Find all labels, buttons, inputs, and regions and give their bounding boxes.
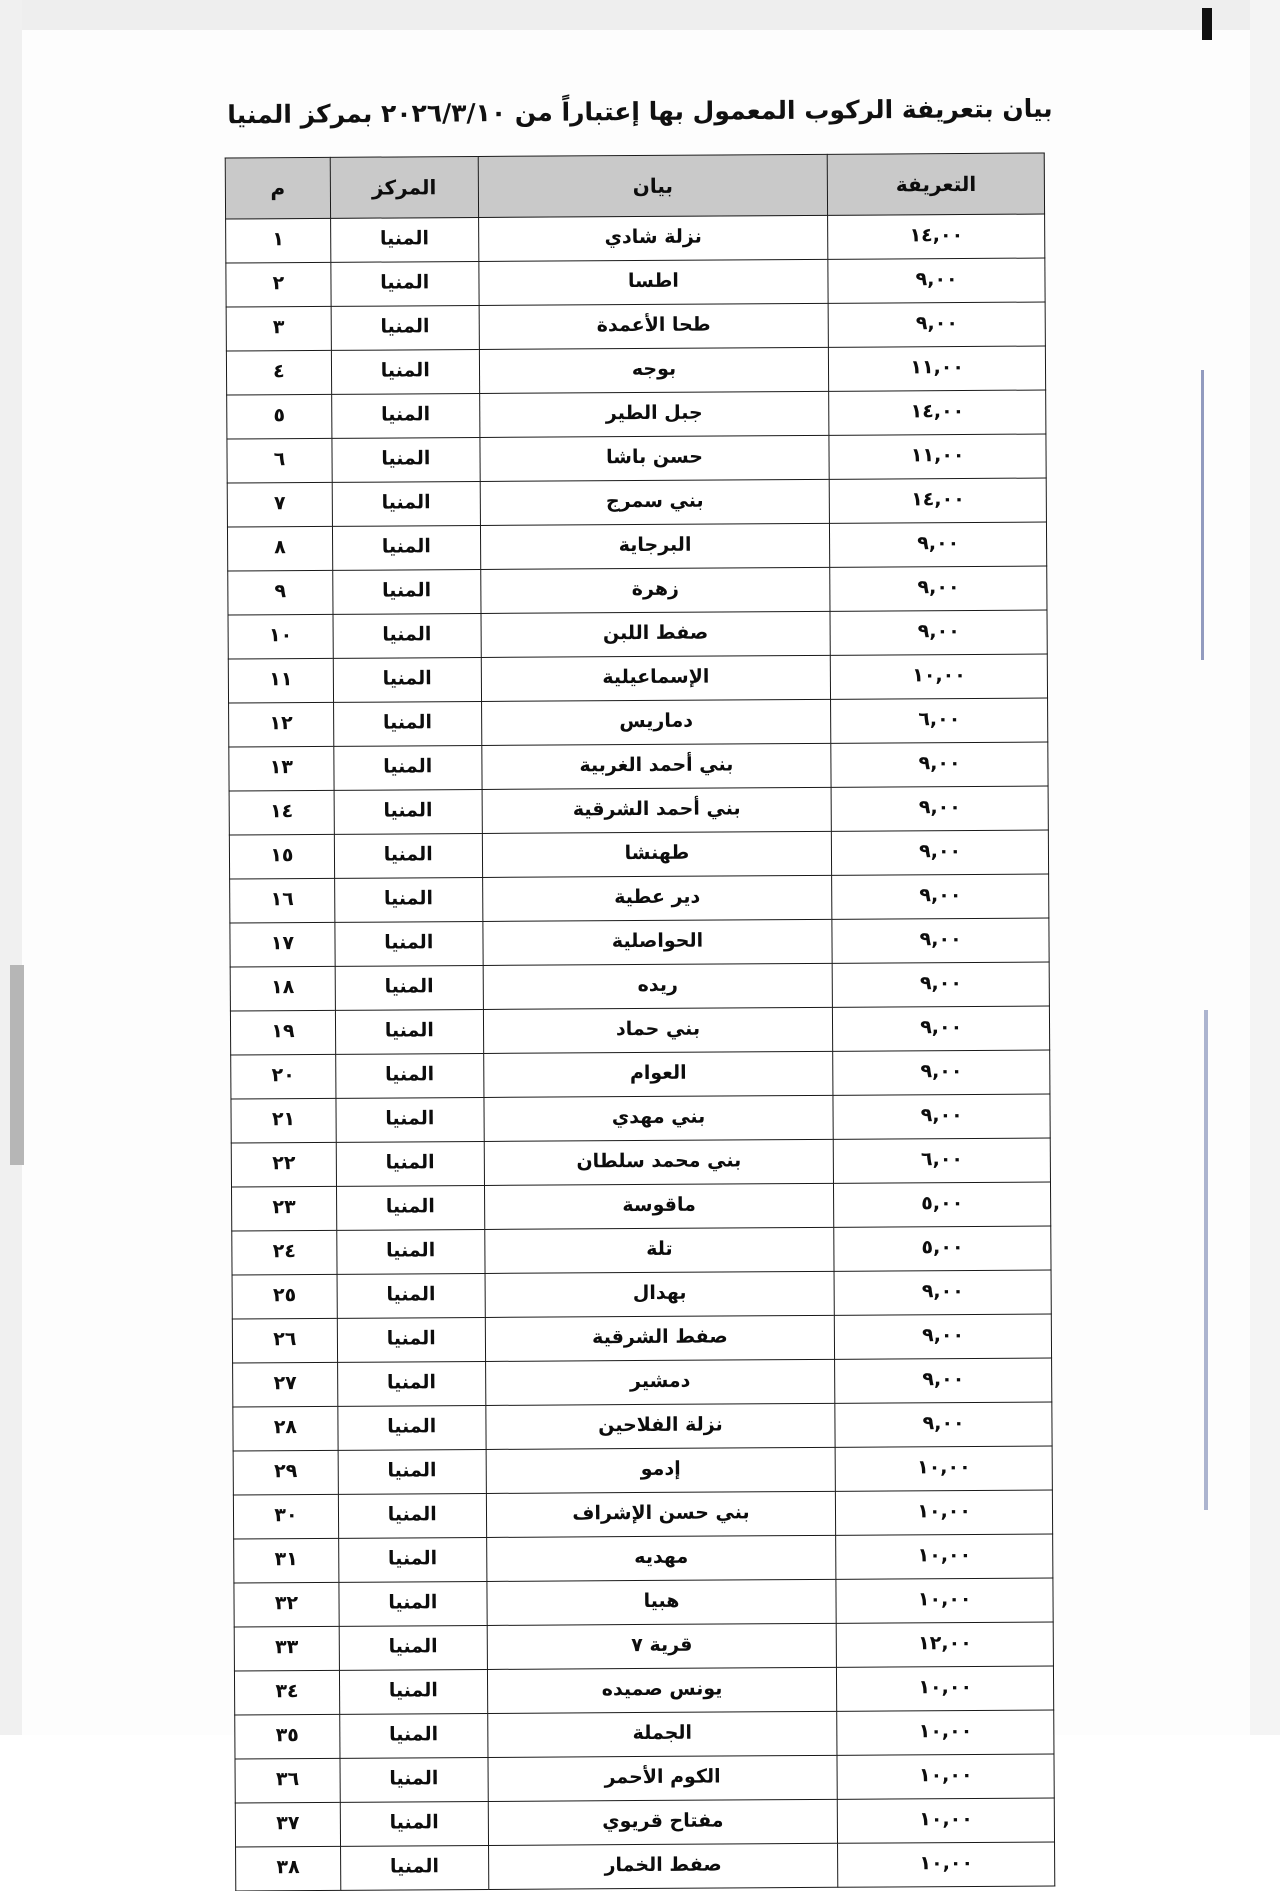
- cell-center: المنيا: [333, 613, 481, 658]
- table-row: [230, 961, 1049, 1010]
- cell-num: ٣٢: [234, 1582, 339, 1627]
- table-row: [233, 1401, 1052, 1450]
- table-row: [227, 522, 1046, 571]
- table-row: [228, 566, 1047, 615]
- cell-statement: صفط الخمار: [488, 1843, 838, 1889]
- table-row: [231, 1137, 1050, 1186]
- cell-center: المنيا: [332, 525, 480, 570]
- cell-center: المنيا: [335, 1009, 483, 1054]
- cell-tariff: ١٠,٠٠: [837, 1753, 1054, 1798]
- cell-statement: دمشير: [485, 1359, 835, 1405]
- cell-center: المنيا: [339, 1537, 487, 1582]
- cell-tariff: ٩,٠٠: [834, 1269, 1051, 1314]
- table-body: [226, 214, 1055, 1891]
- cell-statement: زهرة: [480, 567, 830, 613]
- cell-statement: بني مهدي: [484, 1095, 834, 1141]
- cell-statement: إدمو: [486, 1447, 836, 1493]
- cell-statement: هبيا: [487, 1579, 837, 1625]
- cell-tariff: ١٠,٠٠: [836, 1577, 1053, 1622]
- table-row: [229, 786, 1048, 835]
- cell-center: المنيا: [337, 1229, 485, 1274]
- cell-tariff: ٩,٠٠: [833, 1049, 1050, 1094]
- table-row: [226, 258, 1045, 307]
- cell-num: ١٠: [228, 614, 333, 659]
- cell-statement: يونس صميده: [487, 1667, 837, 1713]
- cell-center: المنيا: [340, 1757, 488, 1802]
- table-row: [233, 1489, 1052, 1538]
- cell-center: المنيا: [339, 1625, 487, 1670]
- cell-num: ٣٤: [234, 1670, 339, 1715]
- cell-num: ١٩: [230, 1010, 335, 1055]
- cell-tariff: ١٠,٠٠: [838, 1841, 1055, 1886]
- cell-center: المنيا: [333, 569, 481, 614]
- table-row: [234, 1533, 1053, 1582]
- cell-statement: بني محمد سلطان: [484, 1139, 834, 1185]
- cell-center: المنيا: [338, 1493, 486, 1538]
- cell-statement: نزلة الفلاحين: [486, 1403, 836, 1449]
- cell-statement: العوام: [483, 1051, 833, 1097]
- cell-statement: البرجاية: [480, 523, 830, 569]
- table-row: [232, 1225, 1051, 1274]
- cell-statement: طهنشا: [482, 831, 832, 877]
- cell-num: ٢: [226, 262, 331, 307]
- cell-statement: مهديه: [486, 1535, 836, 1581]
- cell-tariff: ١٠,٠٠: [835, 1445, 1052, 1490]
- cell-tariff: ٥,٠٠: [834, 1181, 1051, 1226]
- cell-center: المنيا: [335, 921, 483, 966]
- table-row: [230, 874, 1049, 923]
- table-row: [229, 698, 1048, 747]
- cell-center: المنيا: [333, 657, 481, 702]
- table-row: [232, 1313, 1051, 1362]
- cell-center: المنيا: [331, 349, 479, 394]
- cell-center: المنيا: [339, 1581, 487, 1626]
- cell-center: المنيا: [337, 1317, 485, 1362]
- cell-statement: بوجه: [479, 347, 829, 393]
- table-row: [234, 1665, 1053, 1714]
- cell-center: المنيا: [334, 877, 482, 922]
- cell-statement: بني حسن الإشراف: [486, 1491, 836, 1537]
- cell-num: ٩: [228, 570, 333, 615]
- cell-center: المنيا: [335, 965, 483, 1010]
- cell-center: المنيا: [331, 305, 479, 350]
- tariff-table: [225, 152, 1056, 1891]
- cell-statement: جبل الطير: [479, 391, 829, 437]
- cell-statement: طحا الأعمدة: [479, 303, 829, 349]
- cell-tariff: ١٠,٠٠: [836, 1489, 1053, 1534]
- cell-tariff: ٩,٠٠: [830, 566, 1047, 611]
- cell-num: ١٤: [229, 790, 334, 835]
- cell-tariff: ٩,٠٠: [832, 961, 1049, 1006]
- cell-tariff: ١٠,٠٠: [837, 1665, 1054, 1710]
- cell-num: ١٨: [230, 966, 335, 1011]
- cell-statement: الحواصلية: [483, 919, 833, 965]
- page-title: بيان بتعريفة الركوب المعمول بها إعتباراً من ٢٠٢٦/٣/١٠ بمركز المنيا: [227, 93, 1053, 130]
- cell-tariff: ٩,٠٠: [835, 1313, 1052, 1358]
- table-row: [228, 610, 1047, 659]
- cell-center: المنيا: [332, 437, 480, 482]
- cell-num: ٨: [227, 526, 332, 571]
- cell-num: ١١: [228, 658, 333, 703]
- table-row: [233, 1357, 1052, 1406]
- cell-num: ٣٥: [235, 1714, 340, 1759]
- cell-num: ٢٢: [231, 1142, 336, 1187]
- cell-tariff: ١٠,٠٠: [837, 1709, 1054, 1754]
- cell-tariff: ١٤,٠٠: [829, 390, 1046, 435]
- tariff-table-container: [225, 152, 1056, 1891]
- cell-num: ٥: [227, 394, 332, 439]
- cell-num: ٧: [227, 482, 332, 527]
- cell-statement: بني أحمد الشرقية: [482, 787, 832, 833]
- cell-tariff: ١٠,٠٠: [831, 654, 1048, 699]
- cell-num: ٣٧: [235, 1802, 340, 1847]
- cell-tariff: ٥,٠٠: [834, 1225, 1051, 1270]
- cell-tariff: ٩,٠٠: [832, 830, 1049, 875]
- cell-statement: بني حماد: [483, 1007, 833, 1053]
- cell-num: ٣٦: [235, 1758, 340, 1803]
- cell-statement: اطسا: [479, 259, 829, 305]
- cell-statement: دماريس: [481, 699, 831, 745]
- cell-center: المنيا: [330, 217, 478, 262]
- table-row: [234, 1577, 1053, 1626]
- cell-center: المنيا: [334, 745, 482, 790]
- cell-tariff: ٩,٠٠: [831, 742, 1048, 787]
- cell-tariff: ٩,٠٠: [833, 1005, 1050, 1050]
- table-row: [235, 1797, 1054, 1846]
- cell-statement: ريده: [483, 963, 833, 1009]
- column-header-center: المركز: [330, 156, 478, 218]
- table-row: [230, 1005, 1049, 1054]
- cell-num: ٢٧: [233, 1362, 338, 1407]
- cell-center: المنيا: [340, 1713, 488, 1758]
- cell-statement: مفتاح قريوي: [488, 1799, 838, 1845]
- cell-tariff: ٩,٠٠: [828, 302, 1045, 347]
- cell-num: ٣٨: [236, 1846, 341, 1891]
- cell-num: ١٥: [229, 834, 334, 879]
- cell-statement: تلة: [484, 1227, 834, 1273]
- cell-tariff: ٩,٠٠: [830, 610, 1047, 655]
- table-row: [232, 1269, 1051, 1318]
- cell-statement: حسن باشا: [480, 435, 830, 481]
- table-row: [227, 434, 1046, 483]
- cell-num: ٢٤: [232, 1230, 337, 1275]
- cell-num: ٢٩: [233, 1450, 338, 1495]
- cell-statement: بهدال: [485, 1271, 835, 1317]
- cell-tariff: ٩,٠٠: [835, 1401, 1052, 1446]
- cell-tariff: ١٠,٠٠: [838, 1797, 1055, 1842]
- cell-statement: صفط اللبن: [481, 611, 831, 657]
- cell-tariff: ١٠,٠٠: [836, 1533, 1053, 1578]
- table-row: [234, 1621, 1053, 1670]
- cell-num: ١٣: [229, 746, 334, 791]
- cell-center: المنيا: [337, 1361, 485, 1406]
- cell-center: المنيا: [331, 261, 479, 306]
- cell-center: المنيا: [336, 1141, 484, 1186]
- cell-center: المنيا: [337, 1273, 485, 1318]
- cell-num: ٣١: [234, 1538, 339, 1583]
- cell-tariff: ١٢,٠٠: [836, 1621, 1053, 1666]
- table-row: [227, 478, 1046, 527]
- cell-statement: صفط الشرقية: [485, 1315, 835, 1361]
- table-row: [231, 1049, 1050, 1098]
- cell-num: ٣: [226, 306, 331, 351]
- table-row: [226, 346, 1045, 395]
- cell-tariff: ٦,٠٠: [834, 1137, 1051, 1182]
- cell-num: ١٦: [230, 878, 335, 923]
- cell-statement: دير عطية: [482, 875, 832, 921]
- column-header-tariff: التعريفة: [828, 153, 1045, 215]
- cell-center: المنيا: [338, 1449, 486, 1494]
- cell-num: ١: [226, 218, 331, 263]
- cell-center: المنيا: [332, 393, 480, 438]
- cell-tariff: ٩,٠٠: [830, 522, 1047, 567]
- table-row: [236, 1841, 1055, 1890]
- cell-statement: بني أحمد الغربية: [481, 743, 831, 789]
- table-row: [230, 918, 1049, 967]
- cell-num: ٢٣: [232, 1186, 337, 1231]
- cell-statement: قرية ٧: [487, 1623, 837, 1669]
- cell-tariff: ١٤,٠٠: [828, 214, 1045, 259]
- table-row: [232, 1181, 1051, 1230]
- table-row: [227, 390, 1046, 439]
- cell-tariff: ٩,٠٠: [828, 258, 1045, 303]
- cell-num: ٣٠: [233, 1494, 338, 1539]
- cell-tariff: ٩,٠٠: [832, 874, 1049, 919]
- cell-center: المنيا: [336, 1185, 484, 1230]
- table-header-row: [225, 153, 1044, 219]
- cell-tariff: ٦,٠٠: [831, 698, 1048, 743]
- cell-center: المنيا: [340, 1845, 488, 1890]
- cell-center: المنيا: [333, 701, 481, 746]
- table-row: [226, 302, 1045, 351]
- cell-tariff: ١١,٠٠: [829, 434, 1046, 479]
- cell-center: المنيا: [332, 481, 480, 526]
- cell-statement: الجملة: [487, 1711, 837, 1757]
- cell-num: ٢٦: [232, 1318, 337, 1363]
- cell-num: ١٧: [230, 922, 335, 967]
- cell-statement: نزلة شادي: [478, 215, 828, 261]
- cell-center: المنيا: [334, 789, 482, 834]
- cell-num: ٦: [227, 438, 332, 483]
- table-row: [235, 1709, 1054, 1758]
- column-header-statement: بيان: [478, 154, 828, 217]
- cell-tariff: ٩,٠٠: [835, 1357, 1052, 1402]
- cell-tariff: ١١,٠٠: [829, 346, 1046, 391]
- cell-center: المنيا: [336, 1097, 484, 1142]
- cell-num: ٤: [226, 350, 331, 395]
- cell-statement: الكوم الأحمر: [488, 1755, 838, 1801]
- cell-statement: بني سمرج: [480, 479, 830, 525]
- cell-tariff: ٩,٠٠: [833, 1093, 1050, 1138]
- cell-statement: ماقوسة: [484, 1183, 834, 1229]
- table-row: [235, 1753, 1054, 1802]
- cell-num: ٢٠: [231, 1054, 336, 1099]
- cell-center: المنيا: [340, 1801, 488, 1846]
- table-header: [225, 153, 1044, 219]
- cell-tariff: ٩,٠٠: [832, 918, 1049, 963]
- cell-statement: الإسماعيلية: [481, 655, 831, 701]
- table-row: [228, 654, 1047, 703]
- table-row: [231, 1093, 1050, 1142]
- cell-center: المنيا: [336, 1053, 484, 1098]
- table-row: [226, 214, 1045, 263]
- table-row: [233, 1445, 1052, 1494]
- cell-num: ٣٣: [234, 1626, 339, 1671]
- cell-center: المنيا: [334, 833, 482, 878]
- cell-tariff: ١٤,٠٠: [829, 478, 1046, 523]
- table-row: [229, 742, 1048, 791]
- table-row: [229, 830, 1048, 879]
- cell-num: ١٢: [229, 702, 334, 747]
- cell-center: المنيا: [338, 1405, 486, 1450]
- column-header-num: م: [225, 157, 330, 219]
- cell-num: ٢١: [231, 1098, 336, 1143]
- cell-num: ٢٥: [232, 1274, 337, 1319]
- cell-tariff: ٩,٠٠: [831, 786, 1048, 831]
- cell-num: ٢٨: [233, 1406, 338, 1451]
- cell-center: المنيا: [339, 1669, 487, 1714]
